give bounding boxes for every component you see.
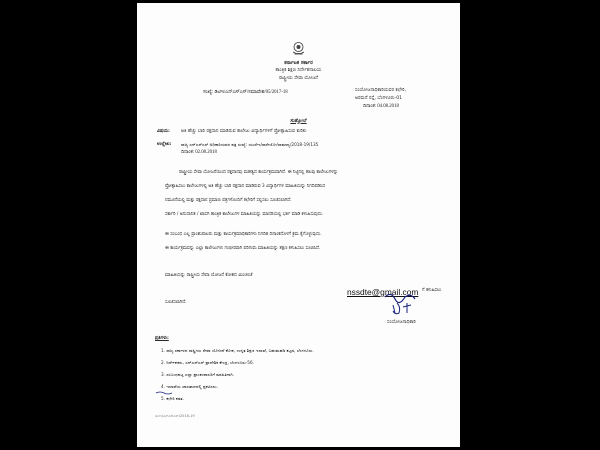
body-line: ಮಾಹಿತಿಯನ್ನು ರಾಷ್ಟ್ರೀಯ ಸೇವಾ ಯೋಜನೆ ಕೋಶದ ಮಿಂಚಂಚೆ — [165, 273, 253, 278]
body-line: ಸರ್ಕಾರಿ / ಅನುದಾನಿತ / ಖಾಸಗಿ ತಾಂತ್ರಿಕ ಕಾಲೇಜುಗಳ ಮಾಹಿತಿಯನ್ನು ಮಾದರಿಯಲ್ಲಿ ಭರ್ತಿ ಮಾಡಿ ಕಳುಹಿಸುವುದು. — [165, 212, 324, 217]
body-line: ರಾಷ್ಟ್ರೀಯ ಸೇವಾ ಯೋಜನೆಯಿಂದ ರಕ್ತದಾನವು ಮಹತ್ವದ ಕಾರ್ಯಕ್ರಮವಾಗಿದೆ. ಈ ನಿಟ್ಟಿನಲ್ಲಿ ಹಲವು ಕಾಲೇಜುಗಳನ್ನು — [179, 170, 338, 175]
reference-date: ದಿನಾಂಕ: 02.08.2018 — [181, 150, 217, 155]
footer-reference: ಡಿಟಿಇ/ಎನ್ಎಸ್ಎಸ್/2018-19 — [155, 414, 195, 418]
handwritten-signature-icon — [381, 289, 419, 317]
reference-label: ಉಲ್ಲೇಖ: — [157, 142, 172, 147]
copy-label: ಪ್ರತಿಗಳು: — [155, 336, 169, 341]
department-name: ತಾಂತ್ರಿಕ ಶಿಕ್ಷಣ ನಿರ್ದೇಶನಾಲಯ — [275, 68, 322, 73]
email-suffix: ಗೆ ಕಳುಹಿಸಲು — [422, 288, 442, 293]
document-date: ದಿನಾಂಕ: 04.08.2018 — [363, 104, 399, 109]
reference-line-1: ರಾಜ್ಯ ಎನ್ಎಸ್ಎಸ್ ಅಧಿಕಾರಿಯವರ ಪತ್ರ ಸಂಖ್ಯೆ: ಯುಸೇಇ/ರಾಸೇಯೋ/ಸಾಮಾನ್ಯ/2018-19/135 — [181, 142, 319, 147]
circular-title: ಸುತ್ತೋಲೆ — [290, 118, 307, 124]
copy-item: 3. ಸಂಬಂಧಪಟ್ಟ ಎಲ್ಲಾ ಪ್ರಾಂಶುಪಾಲರಿಗೆ ಮಾಹಿತಿಗಾಗಿ. — [161, 372, 235, 377]
handwritten-mark-icon — [155, 391, 173, 395]
copy-item: 2. ನಿರ್ದೇಶಕರು, ಎನ್ಎಸ್ಎಸ್ ಪ್ರಾದೇಶಿಕ ಕೇಂದ್ರ, ಬೆಂಗಳೂರು-56. — [161, 360, 254, 365]
body-line: ಸೂಚಿಸಲಾಗಿದೆ. — [165, 300, 187, 305]
office-name: ರಾಷ್ಟ್ರೀಯ ಸೇವಾ ಯೋಜನೆ — [278, 76, 319, 81]
body-line: ಪ್ರೋತ್ಸಾಹಿಸಲು ಕಾಲೇಜುಗಳಲ್ಲಿ ಅತಿ ಹೆಚ್ಚು ಬಾರಿ ರಕ್ತದಾನ ಮಾಡಿರುವ 3 ವಿದ್ಯಾರ್ಥಿಗಳ ಮಾಹಿತಿಯನ್ನು ನಿಗದಿಪಡಿಸಿದ — [165, 184, 326, 189]
copy-item: 1. ರಾಜ್ಯ ಸರ್ಕಾರದ ರಾಷ್ಟ್ರೀಯ ಸೇವಾ ಯೋಜನೆ ಕೋಶ, ಉನ್ನತ ಶಿಕ್ಷಣ ಇಲಾಖೆ, ಬಹುಮಹಡಿ ಕಟ್ಟಡ, ಬೆಂಗಳೂರು. — [161, 348, 314, 353]
govt-name: ಕರ್ನಾಟಕ ಸರ್ಕಾರ — [284, 60, 313, 66]
body-line: ನಮೂನೆಯಲ್ಲಿ ಮತ್ತು ರಕ್ತದಾನ ಪ್ರಮಾಣ ಪತ್ರಗಳೊಂದಿಗೆ ಕಛೇರಿಗೆ ಸಲ್ಲಿಸಲು ಸೂಚಿಸಲಾಗಿದೆ. — [165, 198, 292, 203]
signatory-title: ಸಂಯೋಜನಾಧಿಕಾರಿ — [387, 320, 416, 325]
body-line: ಈ ಸಂಬಂಧ ಎಲ್ಲ ಪ್ರಾಂಶುಪಾಲರು ಮತ್ತು ಕಾರ್ಯಕ್ರಮಾಧಿಕಾರಿಗಳು ನಿಗದಿತ ದಿನಾಂಕದೊಳಗೆ ಕ್ರಮ ಕೈಗೊಳ್ಳುವುದು. — [165, 232, 322, 237]
government-emblem-icon — [290, 40, 307, 56]
copy-item: 4. ಇಲಾಖೆಯ ಜಾಲತಾಣದಲ್ಲಿ ಪ್ರಕಟಿಸಲು. — [161, 384, 219, 389]
contact-email-link[interactable]: nssdte@gmail.com — [347, 287, 419, 297]
body-line: ಈ ಕಾರ್ಯಕ್ರಮವನ್ನು ಎಲ್ಲಾ ಕಾಲೇಜುಗಳು ಗಂಭೀರವಾಗಿ ಪರಿಗಣಿಸಿ ಮಾಹಿತಿಯನ್ನು ತಕ್ಷಣ ಕಳುಹಿಸಲು ಸೂಚಿಸಿದೆ. — [165, 246, 321, 251]
file-number: ಸಂಖ್ಯೆ: ಡಿಟಿಇ/ಎನ್ಎಸ್ಎಸ್/ಸಮಾವೇಶ/05/2017-18 — [203, 90, 288, 95]
document-page — [137, 3, 460, 447]
copy-item: 5. ಕಛೇರಿ ಕಡತ. — [161, 396, 184, 401]
subject-text: ಅತಿ ಹೆಚ್ಚು ಬಾರಿ ರಕ್ತದಾನ ಮಾಡಿರುವ ಕಾಲೇಜು ವಿದ್ಯಾರ್ಥಿಗಳಿಗೆ ಪ್ರೋತ್ಸಾಹಿಸುವ ಕುರಿತು — [181, 129, 307, 134]
address-line-2: ಅರಮನೆ ರಸ್ತೆ, ಬೆಂಗಳೂರು-01 — [355, 96, 403, 101]
address-line-1: ಸಂಯೋಜನಾಧಿಕಾರಿಯವರ ಕಛೇರಿ, — [355, 88, 406, 93]
subject-label: ವಿಷಯ: — [157, 129, 170, 134]
